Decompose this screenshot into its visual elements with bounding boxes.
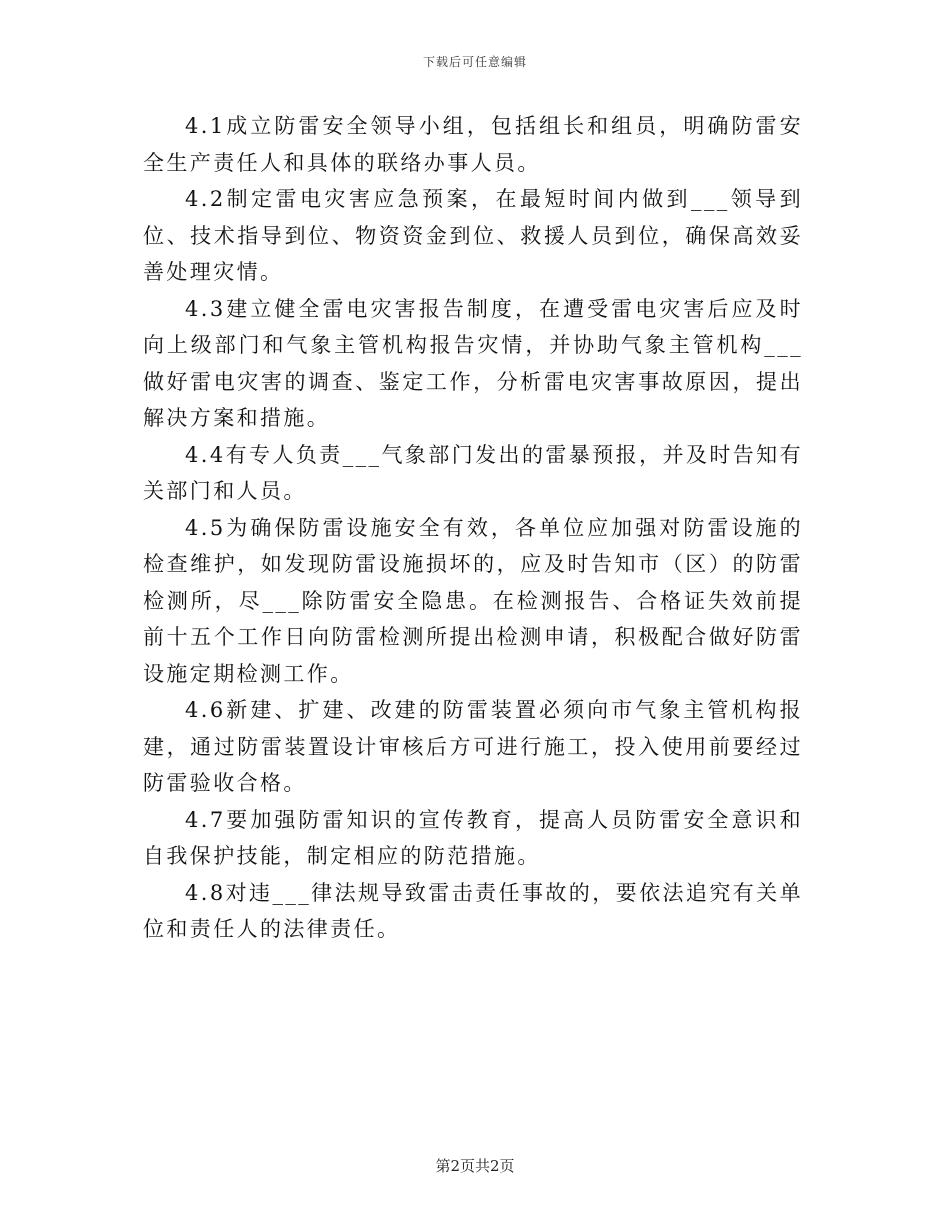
page-number-footer: 第2页共2页 xyxy=(435,1157,515,1175)
document-body xyxy=(143,108,803,948)
paragraph-4-8: 4.8对违___律法规导致雷击责任事故的，要依法追究有关单位和责任人的法律责任。 xyxy=(143,880,803,941)
paragraph-4-3: 4.3建立健全雷电灾害报告制度，在遭受雷电灾害后应及时向上级部门和气象主管机构报告灾情，并协助气象主管机构___做好雷电灾害的调查、鉴定工作，分析雷电灾害事故原因，提出解决方案和措施。 xyxy=(143,296,803,430)
page-header: 下载后可任意编辑 xyxy=(422,55,527,69)
paragraph-4-1: 4.1成立防雷安全领导小组，包括组长和组员，明确防雷安全生产责任人和具体的联络办事人员。 xyxy=(143,114,803,175)
paragraph-4-2: 4.2制定雷电灾害应急预案，在最短时间内做到___领导到位、技术指导到位、物资资金到位、救援人员到位，确保高效妥善处理灾情。 xyxy=(143,187,803,284)
paragraph-4-5: 4.5为确保防雷设施安全有效，各单位应加强对防雷设施的检查维护，如发现防雷设施损坏的，应及时告知市（区）的防雷检测所，尽___除防雷安全隐患。在检测报告、合格证失效前提前十五个工作日向防雷检测所提出检测申请，积极配合做好防雷设施定期检测工作。 xyxy=(143,515,803,686)
paragraph-4-7: 4.7要加强防雷知识的宣传教育，提高人员防雷安全意识和自我保护技能，制定相应的防范措施。 xyxy=(143,807,803,868)
paragraph-4-6: 4.6新建、扩建、改建的防雷装置必须向市气象主管机构报建，通过防雷装置设计审核后方可进行施工，投入使用前要经过防雷验收合格。 xyxy=(143,698,803,795)
paragraph-4-4: 4.4有专人负责___气象部门发出的雷暴预报，并及时告知有关部门和人员。 xyxy=(143,442,803,503)
